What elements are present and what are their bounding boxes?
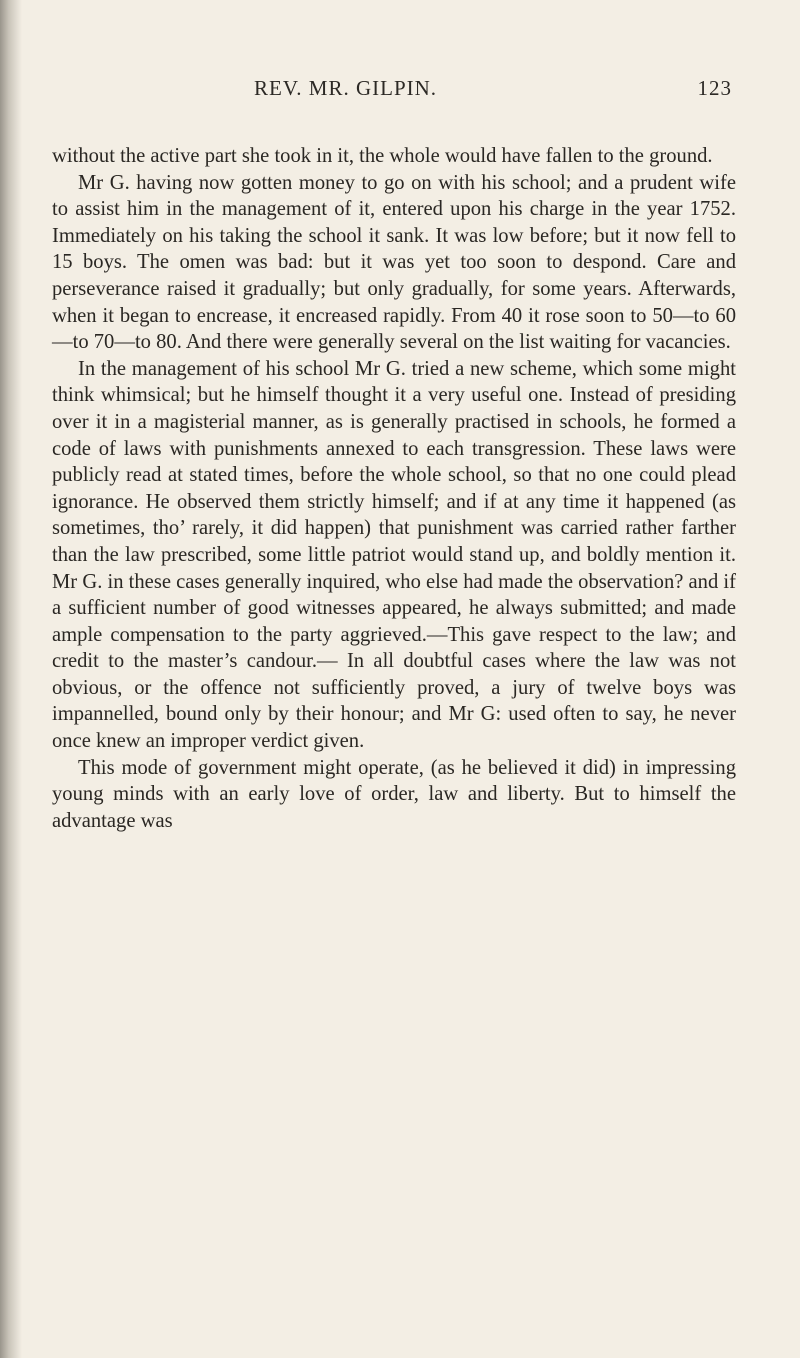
gutter-shadow xyxy=(0,0,22,1358)
running-head xyxy=(52,76,732,106)
paragraph: In the management of his school Mr G. tried a new scheme, which some might think whimsical; but he himself thought it a very useful one. Instead of presiding over it in a magisterial manner, as is generally practised in schools, he formed a code of laws with punishments annexed to each transgression. These laws were publicly read at stated times, before the whole school, so that no one could plead ignorance. He observed them strictly himself; and if at any time it happened (as sometimes, tho’ rarely, it did happen) that punishment was carried rather farther than the law prescribed, some little patriot would stand up, and boldly mention it. Mr G. in these cases generally inquired, who else had made the observation? and if a sufficient number of good witnesses appeared, he always submitted; and made ample compensation to the party aggrieved.—This gave respect to the law; and credit to the master’s candour.— In all doubtful cases where the law was not obvious, or the offence not sufficiently proved, a jury of twelve boys was impannelled, bound only by their honour; and Mr G: used often to say, he never once knew an improper verdict given. xyxy=(52,357,736,753)
paragraph: without the active part she took in it, the whole would have fallen to the ground. xyxy=(52,145,713,167)
book-page xyxy=(52,0,738,1358)
running-title: REV. MR. GILPIN. xyxy=(254,76,438,100)
body-text xyxy=(52,143,736,834)
paragraph: This mode of government might operate, (as he believed it did) in impressing young minds with an early love of order, law and liberty. But to himself the advantage was xyxy=(52,756,736,832)
page-number: 123 xyxy=(697,76,732,100)
paragraph: Mr G. having now gotten money to go on with his school; and a prudent wife to assist him in the management of it, entered upon his charge in the year 1752. Immediately on his taking the school it sank. It was low before; but it now fell to 15 boys. The omen was bad: but it was yet too soon to despond. Care and perseverance raised it gradually; but only gradually, for some years. Afterwards, when it began to encrease, it encreased rapidly. From 40 it rose soon to 50—to 60—to 70—to 80. And there were generally several on the list waiting for vacancies. xyxy=(52,171,736,354)
